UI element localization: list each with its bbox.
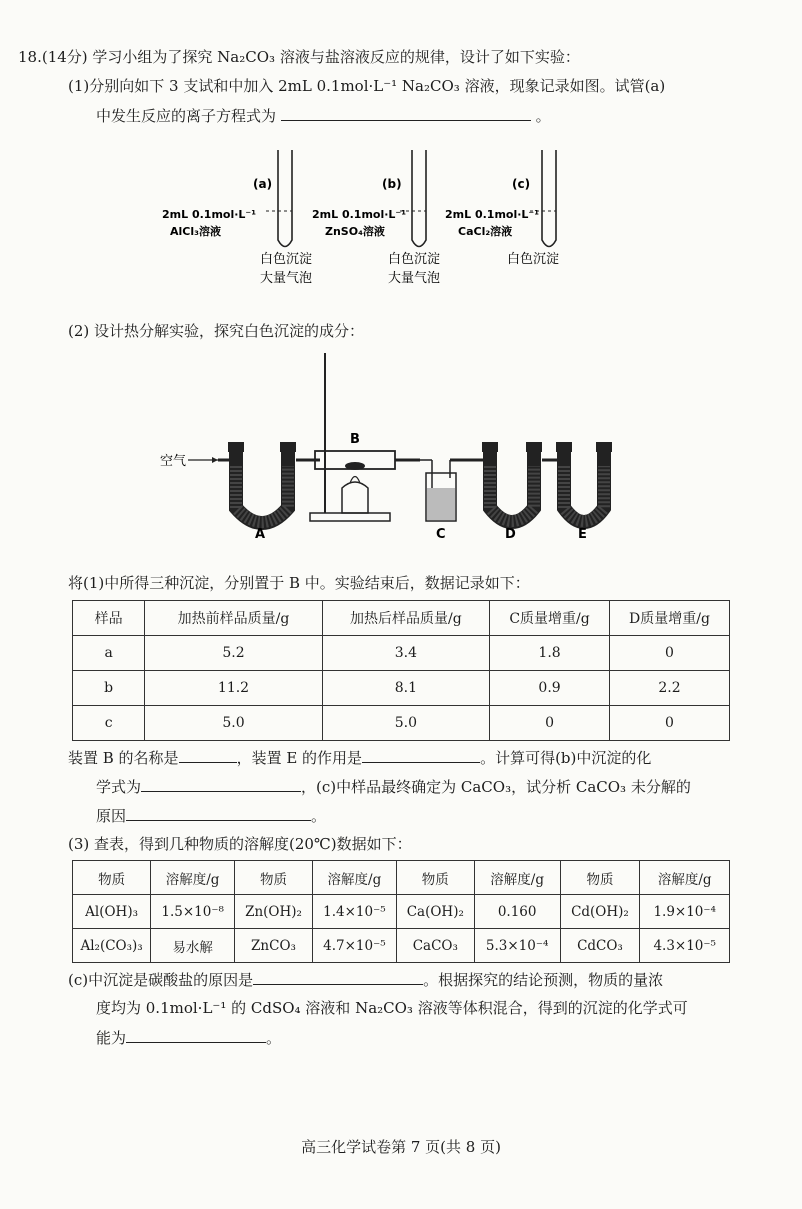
table-row [73, 671, 730, 706]
label-a: A [255, 527, 266, 542]
part1-line2-end: 。 [535, 107, 551, 125]
part1-line2 [96, 104, 551, 127]
table-header-cell: 溶解度/g [151, 861, 235, 895]
tube-a-obs1: 白色沉淀 [260, 252, 313, 267]
u-tube-e [556, 442, 612, 522]
part1-line1: (1)分别向如下 3 支试和中加入 2mL 0.1mol·L⁻¹ Na₂CO₃ 溶液，现象记录如图。试管(a) [68, 77, 666, 95]
table-header-cell: 物质 [235, 861, 313, 895]
part2-sentence: 将(1)中所得三种沉淀，分别置于 B 中。实验结束后，数据记录如下： [68, 574, 530, 592]
answer-blank-device-b[interactable] [179, 746, 237, 763]
table-header-cell: 加热后样品质量/g [322, 601, 489, 636]
table-cell: 1.5×10⁻⁸ [151, 895, 235, 929]
test-tube-b [400, 150, 426, 247]
q-text: ，(c)中样品最终确定为 CaCO₃，试分析 CaCO₃ 未分解的 [301, 778, 691, 796]
tube-c-solution: CaCl₂溶液 [458, 225, 513, 238]
answer-blank-reason[interactable] [126, 804, 311, 821]
answer-blank-carbonate-reason[interactable] [253, 968, 423, 985]
solubility-table [72, 860, 730, 963]
question-heading: 18.(14分) 学习小组为了探究 Na₂CO₃ 溶液与盐溶液反应的规律，设计了如下实验： [18, 48, 580, 66]
table-cell: CdCO₃ [560, 929, 640, 963]
apparatus-figure [150, 348, 620, 548]
tube-b-conc: 2mL 0.1mol·L⁻¹ [312, 208, 407, 221]
table-cell: 3.4 [322, 636, 489, 671]
label-b: B [350, 432, 360, 447]
air-label: 空气 [160, 454, 187, 469]
part3-question-line3 [96, 1026, 281, 1049]
q-text: (c)中沉淀是碳酸盐的原因是 [68, 971, 254, 989]
answer-blank-ion-equation[interactable] [281, 104, 531, 121]
combustion-tube-b [310, 353, 420, 521]
table-cell: 5.3×10⁻⁴ [474, 929, 560, 963]
table-cell: Al(OH)₃ [73, 895, 151, 929]
table-cell: 5.0 [322, 706, 489, 741]
tube-a-id: (a) [253, 177, 273, 191]
label-d: D [505, 527, 516, 542]
table-cell: 4.3×10⁻⁵ [640, 929, 730, 963]
table-cell: 1.4×10⁻⁵ [312, 895, 396, 929]
table-cell: 5.0 [145, 706, 322, 741]
table-header-cell: 溶解度/g [474, 861, 560, 895]
tube-b-obs1: 白色沉淀 [388, 252, 441, 267]
q-text: 。计算可得(b)中沉淀的化 [480, 749, 652, 767]
part3-question-line2: 度均为 0.1mol·L⁻¹ 的 CdSO₄ 溶液和 Na₂CO₃ 溶液等体积混合，得到的沉淀的化学式可 [96, 999, 688, 1017]
table-cell: Ca(OH)₂ [396, 895, 474, 929]
part3-intro: (3) 查表，得到几种物质的溶解度(20℃)数据如下： [68, 835, 412, 853]
table-cell: 1.9×10⁻⁴ [640, 895, 730, 929]
part1-line2-text: 中发生反应的离子方程式为 [96, 107, 277, 125]
tube-c-conc: 2mL 0.1mol·L⁻¹ [445, 208, 540, 221]
q-text: 。 [266, 1029, 282, 1047]
table-cell: Zn(OH)₂ [235, 895, 313, 929]
table-cell: 1.8 [490, 636, 610, 671]
label-c: C [436, 527, 446, 542]
table-row [73, 706, 730, 741]
tube-b-obs2: 大量气泡 [388, 271, 441, 286]
wash-bottle-c [420, 460, 486, 521]
table-cell: b [73, 671, 145, 706]
q-text: ，装置 E 的作用是 [236, 749, 363, 767]
table-header-cell: 加热前样品质量/g [145, 601, 322, 636]
table-cell: a [73, 636, 145, 671]
tube-c-obs1: 白色沉淀 [507, 252, 560, 267]
table-cell: 易水解 [151, 929, 235, 963]
tube-b-id: (b) [382, 177, 402, 191]
tube-a-solution: AlCl₃溶液 [170, 225, 221, 238]
part2-question-line1 [68, 746, 651, 769]
table-header-cell: 物质 [73, 861, 151, 895]
q-text: 。 [311, 807, 327, 825]
table-cell: c [73, 706, 145, 741]
table-cell: CaCO₃ [396, 929, 474, 963]
q-text: 能为 [96, 1029, 127, 1047]
page-footer: 高三化学试卷第 7 页(共 8 页) [301, 1138, 501, 1156]
tube-c-id: (c) [512, 177, 531, 191]
tube-a-conc: 2mL 0.1mol·L⁻¹ [162, 208, 257, 221]
table-cell: 5.2 [145, 636, 322, 671]
answer-blank-precipitate-formula[interactable] [126, 1026, 266, 1043]
q-text: 原因 [96, 807, 127, 825]
table-header-cell: 物质 [560, 861, 640, 895]
tube-a-obs2: 大量气泡 [260, 271, 313, 286]
tube-b-solution: ZnSO₄溶液 [325, 225, 385, 238]
table-cell: ZnCO₃ [235, 929, 313, 963]
table-cell: 0 [610, 636, 730, 671]
table-cell: 4.7×10⁻⁵ [312, 929, 396, 963]
u-tube-d [482, 442, 542, 522]
table-header-cell: 物质 [396, 861, 474, 895]
table-cell: Cd(OH)₂ [560, 895, 640, 929]
table-cell: 0.160 [474, 895, 560, 929]
table-header-row [73, 861, 730, 895]
part2-question-line2 [96, 775, 691, 798]
table-row [73, 929, 730, 963]
table-cell: 2.2 [610, 671, 730, 706]
table-cell: 11.2 [145, 671, 322, 706]
test-tube-c [530, 150, 556, 247]
answer-blank-device-e[interactable] [362, 746, 480, 763]
test-tubes-figure [150, 145, 600, 295]
part2-question-line3 [96, 804, 326, 827]
table-header-cell: D质量增重/g [610, 601, 730, 636]
table-cell: 8.1 [322, 671, 489, 706]
part3-question-line1 [68, 968, 663, 991]
q-text: 学式为 [96, 778, 142, 796]
table-cell: 0 [610, 706, 730, 741]
table-header-cell: 样品 [73, 601, 145, 636]
table-row [73, 895, 730, 929]
table-header-row [73, 601, 730, 636]
table-header-cell: 溶解度/g [312, 861, 396, 895]
answer-blank-formula-b[interactable] [141, 775, 301, 792]
table-cell: 0.9 [490, 671, 610, 706]
q-text: 。根据探究的结论预测，物质的量浓 [423, 971, 664, 989]
table-row [73, 636, 730, 671]
test-tube-a [266, 150, 292, 247]
table-header-cell: 溶解度/g [640, 861, 730, 895]
table-header-cell: C质量增重/g [490, 601, 610, 636]
table-cell: 0 [490, 706, 610, 741]
table-cell: Al₂(CO₃)₃ [73, 929, 151, 963]
q-text: 装置 B 的名称是 [68, 749, 179, 767]
part2-intro: (2) 设计热分解实验，探究白色沉淀的成分： [68, 322, 365, 340]
label-e: E [578, 527, 587, 542]
u-tube-a [228, 442, 296, 523]
decomposition-data-table [72, 600, 730, 741]
